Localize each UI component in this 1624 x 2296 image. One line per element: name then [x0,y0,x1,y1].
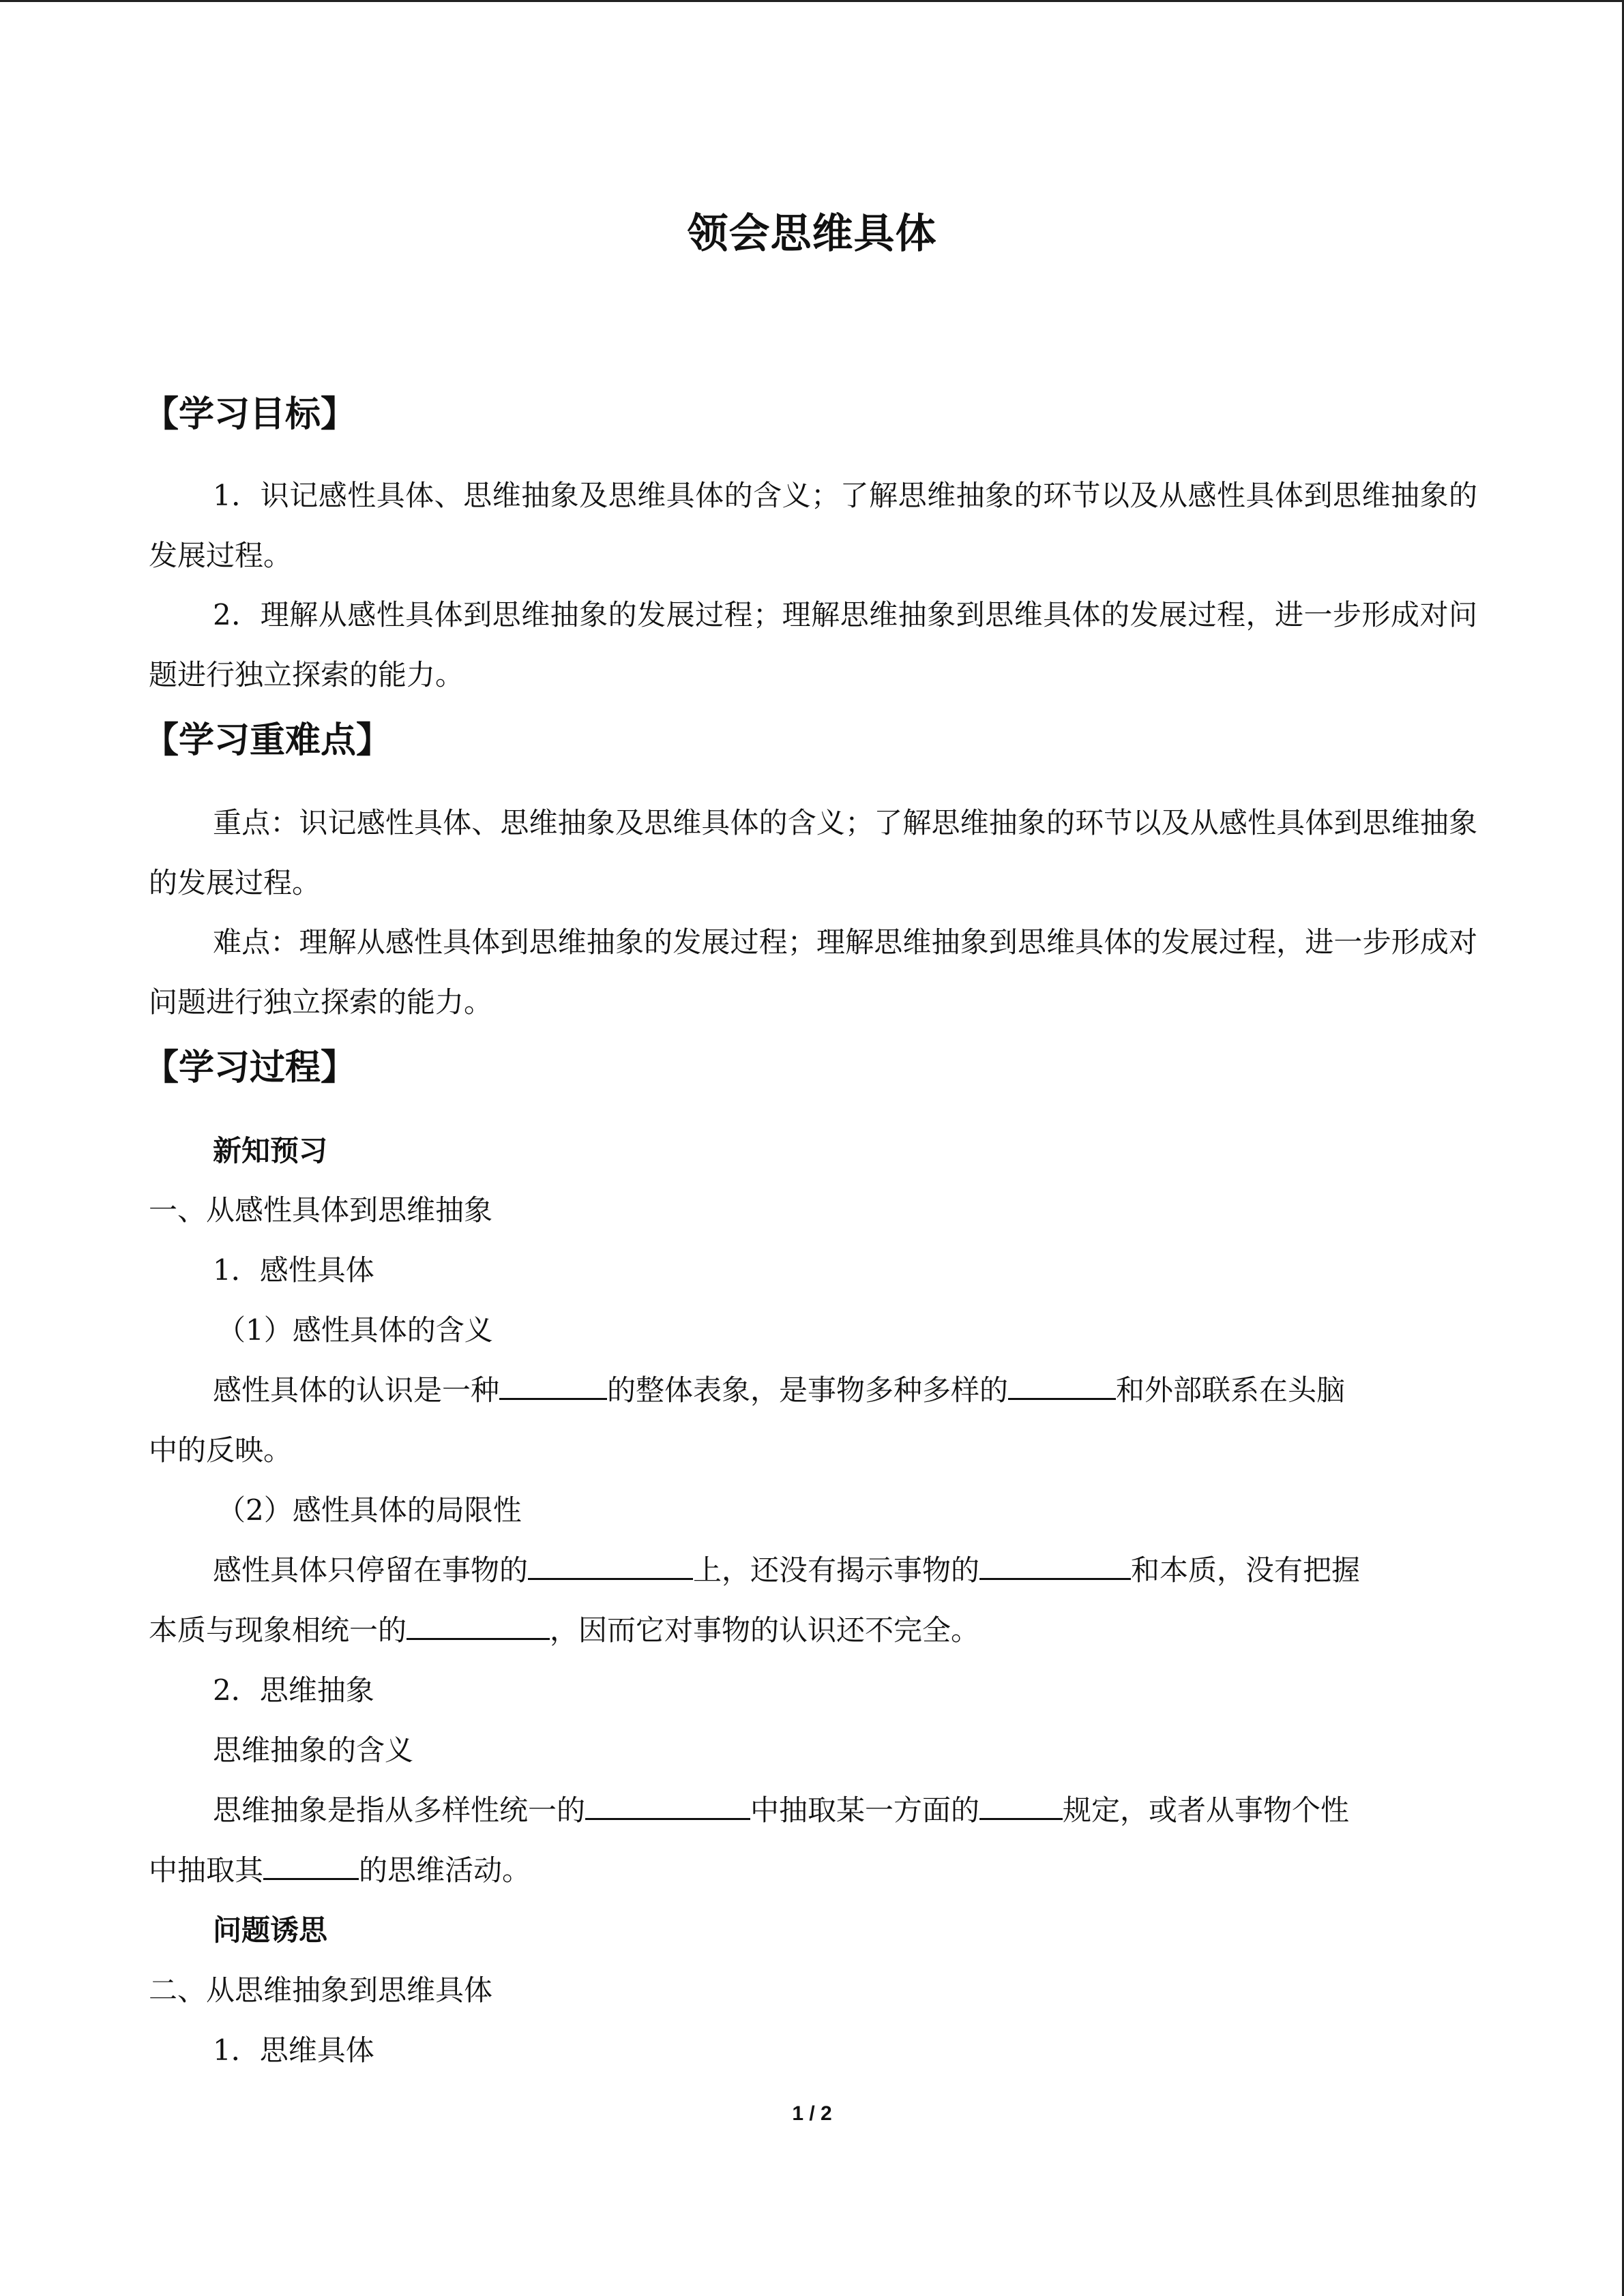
text-fragment: 的整体表象，是事物多种多样的 [607,1373,1009,1407]
objective-item-1: 1．识记感性具体、思维抽象及思维具体的含义；了解思维抽象的环节以及从感性具体到思维抽象的发展过程。 [149,479,1477,572]
section-heading-objectives: 【学习目标】 [143,394,357,435]
perceptual-concrete-meaning-text-cont: 中的反映。 [149,1433,293,1467]
text-fragment: 感性具体的认识是一种 [213,1373,500,1407]
section-heading-process: 【学习过程】 [143,1047,357,1088]
perceptual-concrete-meaning-heading: （1）感性具体的含义 [217,1313,493,1347]
fill-blank[interactable] [499,1371,607,1400]
text-fragment: ，因而它对事物的认识还不完全。 [550,1613,980,1647]
text-fragment: 规定，或者从事物个性 [1063,1793,1350,1827]
page-number: 1 / 2 [792,2102,832,2125]
text-fragment: 本质与现象相统一的 [149,1613,407,1647]
fill-blank[interactable] [585,1791,750,1820]
page-title: 领会思维具体 [687,210,937,258]
abstraction-meaning-text-cont [149,1850,531,1891]
text-fragment: 思维抽象是指从多样性统一的 [213,1793,586,1827]
fill-blank[interactable] [528,1551,693,1580]
thinking-concrete-heading: 1．思维具体 [213,2033,374,2067]
part2-title: 二、从思维抽象到思维具体 [149,1973,493,2007]
key-point-difficulty: 难点：理解从感性具体到思维抽象的发展过程；理解思维抽象到思维具体的发展过程，进一步形成对问题进行独立探索的能力。 [149,925,1477,1019]
text-fragment: 中抽取某一方面的 [750,1793,980,1827]
fill-blank[interactable] [1008,1371,1116,1400]
abstraction-meaning-heading: 思维抽象的含义 [213,1733,414,1767]
perceptual-concrete-limits-text-cont [149,1610,979,1651]
perceptual-concrete-meaning-text [213,1370,1345,1411]
preview-label: 新知预习 [213,1134,328,1167]
perceptual-concrete-heading: 1．感性具体 [213,1253,374,1287]
part1-title: 一、从感性具体到思维抽象 [149,1193,493,1227]
fill-blank[interactable] [407,1611,550,1640]
abstraction-meaning-text [213,1790,1349,1831]
perceptual-concrete-limits-text [213,1550,1360,1591]
objective-item-2: 2．理解从感性具体到思维抽象的发展过程；理解思维抽象到思维具体的发展过程，进一步形成对问题进行独立探索的能力。 [149,598,1477,691]
fill-blank[interactable] [979,1791,1063,1820]
text-fragment: 和外部联系在头脑 [1116,1373,1346,1407]
section-heading-key-points: 【学习重难点】 [143,720,392,761]
key-point-focus: 重点：识记感性具体、思维抽象及思维具体的含义；了解思维抽象的环节以及从感性具体到思维抽象的发展过程。 [149,806,1477,899]
abstraction-heading: 2．思维抽象 [213,1673,374,1707]
text-fragment: 的思维活动。 [359,1853,531,1887]
fill-blank[interactable] [263,1851,359,1880]
text-fragment: 中抽取其 [149,1853,264,1887]
text-fragment: 和本质，没有把握 [1131,1553,1361,1587]
question-label: 问题诱思 [213,1913,328,1947]
perceptual-concrete-limits-heading: （2）感性具体的局限性 [217,1493,522,1527]
text-fragment: 上，还没有揭示事物的 [693,1553,980,1587]
fill-blank[interactable] [979,1551,1131,1580]
text-fragment: 感性具体只停留在事物的 [213,1553,529,1587]
